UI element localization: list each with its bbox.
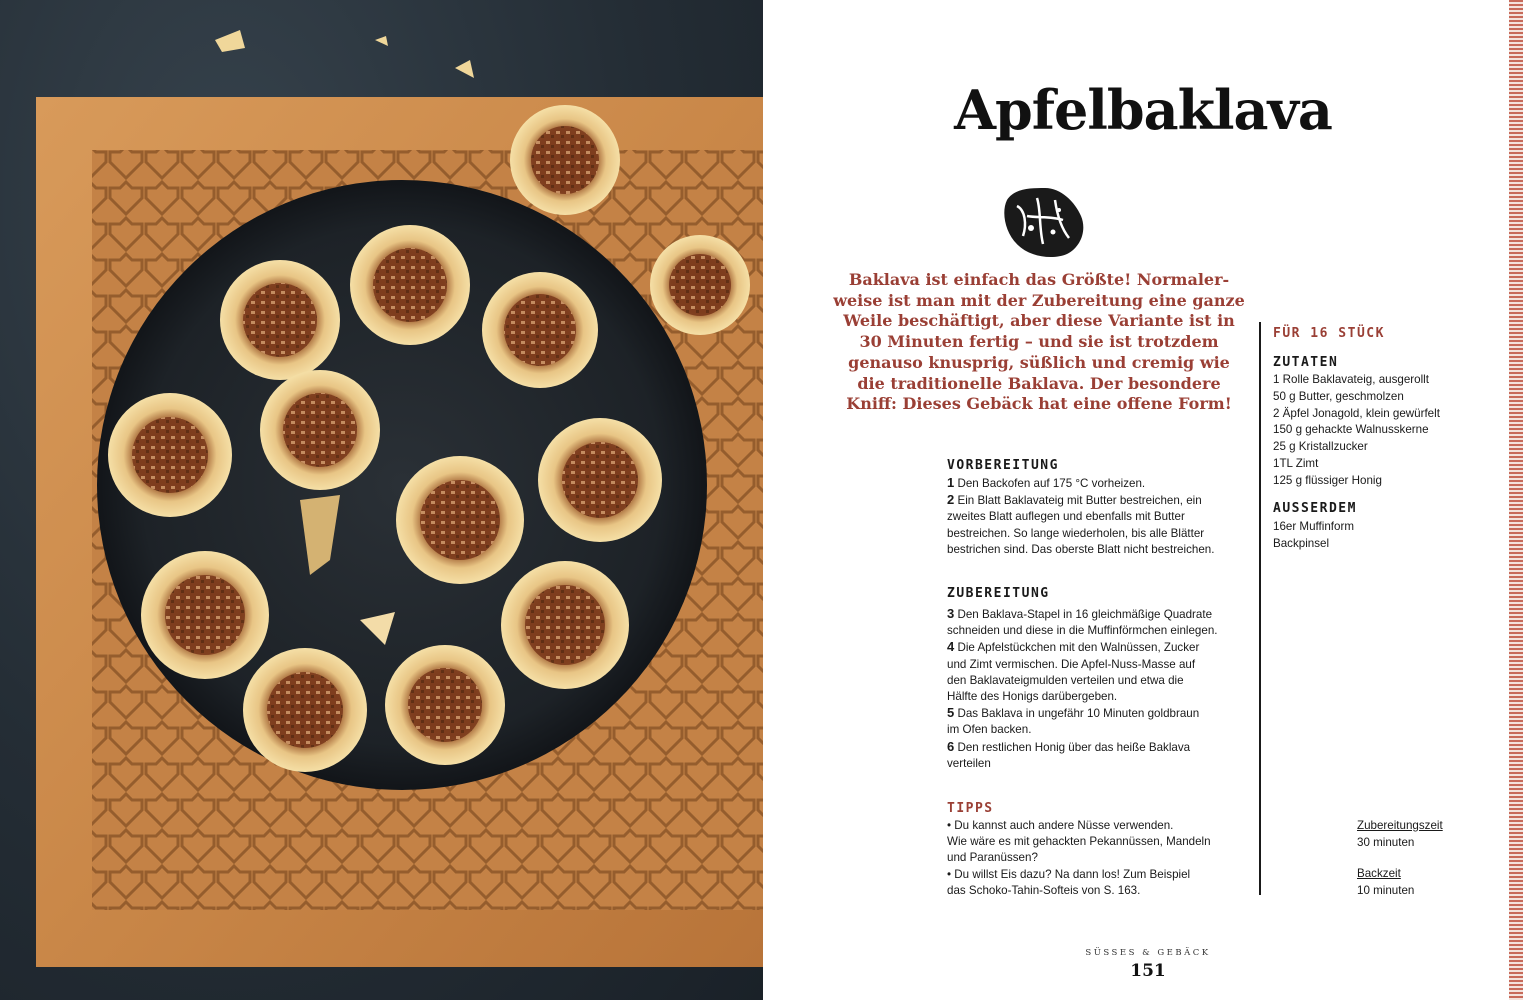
intro-line: weise ist man mit der Zubereitung eine ganze bbox=[833, 290, 1245, 310]
tipps-list bbox=[947, 818, 1211, 899]
zutaten-list bbox=[1273, 372, 1440, 490]
step-line bbox=[947, 673, 1218, 689]
step-line bbox=[947, 689, 1218, 705]
step-text: bestrichen sind. Das oberste Blatt nicht bestreichen. bbox=[947, 542, 1215, 556]
tipp-line: • Du kannst auch andere Nüsse verwenden. bbox=[947, 819, 1174, 832]
zubereitung-heading: ZUBEREITUNG bbox=[947, 586, 1050, 601]
step-number: 1 bbox=[947, 475, 955, 490]
tipp-line: • Du willst Eis dazu? Na dann los! Zum Beispiel bbox=[947, 867, 1191, 881]
step-line bbox=[947, 705, 1218, 722]
step-text: Den Backofen auf 175 °C vorheizen. bbox=[957, 477, 1146, 490]
step-number: 2 bbox=[947, 492, 955, 508]
step-line bbox=[947, 475, 1214, 492]
step-text: zweites Blatt auflegen und ebenfalls mit Butter bbox=[947, 510, 1185, 524]
step-text: und Zimt vermischen. Die Apfel-Nuss-Masse auf bbox=[947, 657, 1196, 671]
step-line bbox=[947, 526, 1214, 542]
step-number: 5 bbox=[947, 705, 955, 721]
prep-time bbox=[1357, 818, 1443, 852]
section-footer: SÜSSES & GEBÄCK bbox=[1085, 948, 1211, 958]
intro-line: genauso knusprig, süßlich und cremig wie bbox=[848, 352, 1230, 372]
tipps-heading: TIPPS bbox=[947, 801, 994, 816]
ingredient-item: 125 g flüssiger Honig bbox=[1273, 473, 1382, 487]
step-line bbox=[947, 542, 1214, 558]
step-text: verteilen bbox=[947, 756, 991, 770]
step-text: Die Apfelstückchen mit den Walnüssen, Zucker bbox=[957, 641, 1200, 655]
decorative-edge-stripes bbox=[1509, 0, 1523, 1000]
equipment-item: Backpinsel bbox=[1273, 536, 1330, 550]
ingredient-item: 1 Rolle Baklavateig, ausgerollt bbox=[1273, 373, 1429, 386]
step-line bbox=[947, 606, 1218, 623]
step-text: Hälfte des Honigs darübergeben. bbox=[947, 690, 1118, 704]
step-text: Den Baklava-Stapel in 16 gleichmäßige Quadrate bbox=[957, 608, 1213, 621]
step-text: bestreichen. So lange wiederholen, bis alle Blätter bbox=[947, 526, 1205, 540]
tipp-line: und Paranüssen? bbox=[947, 851, 1038, 865]
ingredient-item: 1TL Zimt bbox=[1273, 456, 1319, 470]
step-line bbox=[947, 492, 1214, 509]
step-text: Den restlichen Honig über das heiße Baklava bbox=[957, 740, 1191, 754]
vorbereitung-heading: VORBEREITUNG bbox=[947, 458, 1059, 473]
bake-time-value: 10 minuten bbox=[1357, 883, 1415, 897]
intro-text bbox=[829, 270, 1249, 415]
step-text: den Baklavateigmulden verteilen und etwa die bbox=[947, 673, 1184, 687]
intro-line: Weile beschäftigt, aber diese Variante ist in bbox=[843, 311, 1235, 331]
step-text: Ein Blatt Baklavateig mit Butter bestreichen, ein bbox=[957, 494, 1202, 508]
intro-line: 30 Minuten fertig – und sie ist trotzdem bbox=[859, 332, 1219, 352]
bake-time bbox=[1357, 866, 1414, 900]
step-line bbox=[947, 509, 1214, 525]
step-line bbox=[947, 623, 1218, 639]
step-line bbox=[947, 739, 1218, 756]
step-text: im Ofen backen. bbox=[947, 723, 1032, 737]
servings-label: FÜR 16 STÜCK bbox=[1273, 326, 1385, 341]
ingredient-item: 150 g gehackte Walnusskerne bbox=[1273, 423, 1429, 437]
intro-line: Kniff: Dieses Gebäck hat eine offene Form! bbox=[846, 394, 1232, 414]
ausserdem-heading: AUSSERDEM bbox=[1273, 501, 1357, 516]
recipe-title: Apfelbaklava bbox=[954, 78, 1332, 142]
step-line bbox=[947, 657, 1218, 673]
step-line bbox=[947, 639, 1218, 656]
step-text: schneiden und diese in die Muffinförmchen einlegen. bbox=[947, 624, 1218, 638]
page-number: 151 bbox=[1130, 961, 1166, 981]
step-number: 4 bbox=[947, 639, 955, 655]
walnut-icon bbox=[997, 180, 1089, 264]
ingredient-item: 50 g Butter, geschmolzen bbox=[1273, 389, 1404, 403]
column-divider bbox=[1259, 322, 1261, 895]
equipment-item: 16er Muffinform bbox=[1273, 520, 1354, 533]
ausserdem-list bbox=[1273, 519, 1354, 553]
tipp-line: Wie wäre es mit gehackten Pekannüssen, Mandeln bbox=[947, 835, 1211, 849]
prep-time-value: 30 minuten bbox=[1357, 835, 1415, 849]
prep-time-label: Zubereitungszeit bbox=[1357, 819, 1443, 832]
step-number: 3 bbox=[947, 606, 955, 621]
zutaten-heading: ZUTATEN bbox=[1273, 355, 1339, 370]
tipp-line: das Schoko-Tahin-Softeis von S. 163. bbox=[947, 883, 1141, 897]
vorbereitung-steps bbox=[947, 475, 1214, 558]
ingredient-item: 2 Äpfel Jonagold, klein gewürfelt bbox=[1273, 406, 1440, 420]
zubereitung-steps bbox=[947, 606, 1218, 772]
recipe-page bbox=[763, 0, 1523, 1000]
intro-line: Baklava ist einfach das Größte! Normaler- bbox=[848, 270, 1230, 289]
step-text: Das Baklava in ungefähr 10 Minuten goldbraun bbox=[957, 707, 1200, 721]
step-number: 6 bbox=[947, 738, 955, 754]
step-line bbox=[947, 722, 1218, 738]
ingredient-item: 25 g Kristallzucker bbox=[1273, 440, 1368, 454]
bake-time-label: Backzeit bbox=[1357, 867, 1401, 880]
step-line bbox=[947, 756, 1218, 772]
intro-line: die traditionelle Baklava. Der besondere bbox=[857, 373, 1221, 393]
